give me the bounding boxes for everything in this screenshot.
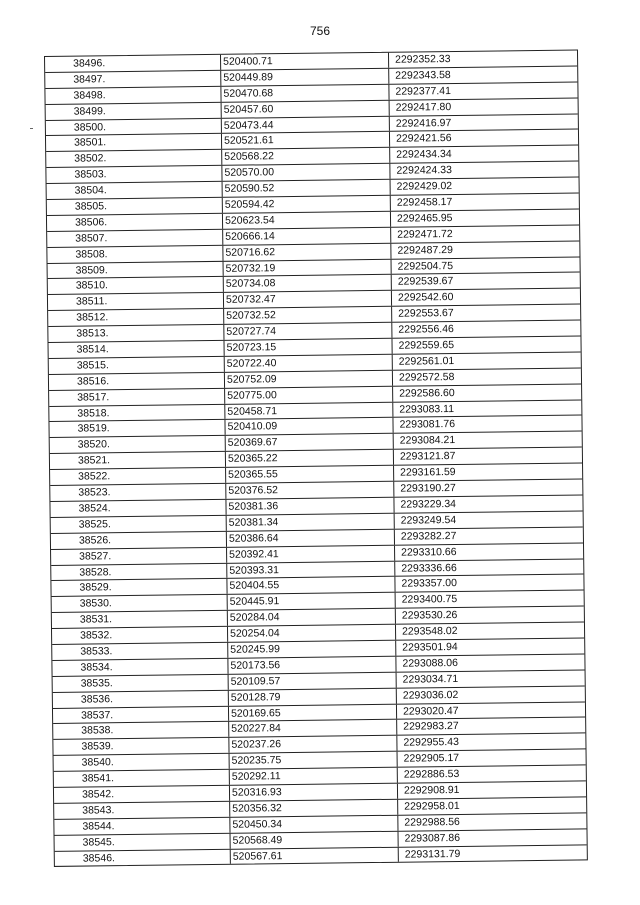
point-id-cell: 38542. xyxy=(54,786,230,803)
x-coordinate-cell: 520369.67 xyxy=(226,434,394,451)
y-coordinate-cell: 2293282.27 xyxy=(400,529,457,543)
x-coordinate-cell: 520775.00 xyxy=(225,386,393,403)
x-coordinate-cell: 520722.40 xyxy=(225,355,393,372)
point-id-cell: 38525. xyxy=(51,516,227,533)
x-coordinate-cell: 520365.22 xyxy=(226,450,394,467)
x-coordinate-cell: 520567.61 xyxy=(231,847,399,864)
x-coordinate-cell: 520292.11 xyxy=(230,768,398,785)
point-id-cell: 38516. xyxy=(49,373,225,390)
x-coordinate-cell: 520356.32 xyxy=(230,800,398,817)
point-id-cell: 38496. xyxy=(45,55,221,72)
y-coordinate-cell: 2293088.06 xyxy=(402,656,459,670)
coordinates-table xyxy=(44,49,588,867)
point-id-cell: 38530. xyxy=(52,595,228,612)
y-coordinate-cell: 2292556.46 xyxy=(398,323,454,336)
y-coordinate-cell: 2293081.76 xyxy=(399,418,456,432)
x-coordinate-cell: 520404.55 xyxy=(227,577,395,594)
point-id-cell: 38512. xyxy=(48,309,224,326)
y-coordinate-cell: 2292559.65 xyxy=(398,339,455,352)
y-coordinate-cell: 2292988.56 xyxy=(404,815,460,829)
y-coordinate-cell: 2293501.94 xyxy=(402,640,458,654)
point-id-cell: 38537. xyxy=(53,706,229,723)
point-id-cell: 38532. xyxy=(52,627,228,644)
x-coordinate-cell: 520376.52 xyxy=(226,482,394,499)
y-coordinate-cell: 2292458.17 xyxy=(396,196,453,209)
y-coordinate-cell: 2292905.17 xyxy=(403,752,460,765)
y-coordinate-cell: 2292343.58 xyxy=(395,68,451,82)
point-id-cell: 38501. xyxy=(46,134,222,151)
y-coordinate-cell: 2293548.02 xyxy=(401,625,458,638)
point-id-cell: 38514. xyxy=(49,341,225,358)
x-coordinate-cell: 520365.55 xyxy=(226,466,394,483)
x-coordinate-cell: 520732.52 xyxy=(224,307,392,324)
point-id-cell: 38535. xyxy=(53,675,229,692)
y-coordinate-cell: 2292572.58 xyxy=(398,370,455,384)
y-coordinate-cell: 2293036.02 xyxy=(402,688,459,702)
point-id-cell: 38498. xyxy=(45,87,221,104)
point-id-cell: 38531. xyxy=(52,611,228,628)
x-coordinate-cell: 520727.74 xyxy=(224,323,392,340)
y-coordinate-cell: 2292487.29 xyxy=(397,243,453,257)
point-id-cell: 38502. xyxy=(46,150,222,167)
y-coordinate-cell: 2292434.34 xyxy=(396,148,452,162)
point-id-cell: 38505. xyxy=(47,198,223,215)
y-coordinate-cell: 2293190.27 xyxy=(400,482,456,495)
y-coordinate-cell: 2292561.01 xyxy=(398,354,455,368)
y-coordinate-cell: 2292504.75 xyxy=(397,259,454,273)
x-coordinate-cell: 520570.00 xyxy=(222,164,390,181)
y-coordinate-cell: 2293161.59 xyxy=(400,466,456,479)
x-coordinate-cell: 520470.68 xyxy=(221,85,389,102)
x-coordinate-cell: 520386.64 xyxy=(227,529,395,546)
point-id-cell: 38497. xyxy=(45,71,221,88)
point-id-cell: 38518. xyxy=(49,404,225,421)
x-coordinate-cell: 520393.31 xyxy=(227,561,395,578)
y-coordinate-cell: 2292377.41 xyxy=(395,84,452,98)
y-coordinate-cell: 2292429.02 xyxy=(396,180,453,193)
x-coordinate-cell: 520128.79 xyxy=(229,688,397,705)
point-id-cell: 38521. xyxy=(50,452,226,469)
x-coordinate-cell: 520449.89 xyxy=(221,69,389,86)
point-id-cell: 38546. xyxy=(55,849,231,866)
y-coordinate-cell: 2293249.54 xyxy=(400,513,457,527)
x-coordinate-cell: 520284.04 xyxy=(228,609,396,626)
point-id-cell: 38520. xyxy=(50,436,226,453)
x-coordinate-cell: 520392.41 xyxy=(227,545,395,562)
y-coordinate-cell: 2292465.95 xyxy=(396,211,453,225)
y-coordinate-cell: 2292958.01 xyxy=(404,799,460,813)
x-coordinate-cell: 520457.60 xyxy=(222,100,390,117)
y-coordinate-cell: 2292886.53 xyxy=(403,768,460,781)
y-coordinate-cell: 2292586.60 xyxy=(399,386,455,400)
x-coordinate-cell: 520445.91 xyxy=(228,593,396,610)
x-coordinate-cell: 520568.22 xyxy=(222,148,390,165)
x-coordinate-cell: 520316.93 xyxy=(230,784,398,801)
point-id-cell: 38523. xyxy=(50,484,226,501)
x-coordinate-cell: 520458.71 xyxy=(225,402,393,419)
x-coordinate-cell: 520450.34 xyxy=(230,815,398,832)
y-coordinate-cell: 2293084.21 xyxy=(399,434,456,448)
y-coordinate-cell: 2293310.66 xyxy=(401,545,457,559)
point-id-cell: 38534. xyxy=(52,659,228,676)
point-id-cell: 38543. xyxy=(54,802,230,819)
y-coordinate-cell: 2292539.67 xyxy=(397,275,454,289)
point-id-cell: 38509. xyxy=(48,261,224,278)
x-coordinate-cell: 520734.08 xyxy=(224,275,392,292)
point-id-cell: 38500. xyxy=(46,118,222,135)
x-coordinate-cell: 520716.62 xyxy=(223,243,391,260)
x-coordinate-cell: 520732.47 xyxy=(224,291,392,308)
x-coordinate-cell: 520235.75 xyxy=(230,752,398,769)
x-coordinate-cell: 520109.57 xyxy=(229,672,397,689)
x-coordinate-cell: 520400.71 xyxy=(221,53,389,70)
x-coordinate-cell: 520227.84 xyxy=(229,720,397,737)
point-id-cell: 38503. xyxy=(46,166,222,183)
point-id-cell: 38506. xyxy=(47,214,223,231)
point-id-cell: 38511. xyxy=(48,293,224,310)
point-id-cell: 38517. xyxy=(49,389,225,406)
y-coordinate-cell: 2293229.34 xyxy=(400,497,457,511)
y-coordinate-cell: 2293121.87 xyxy=(399,450,456,463)
x-coordinate-cell: 520568.49 xyxy=(231,831,399,848)
y-coordinate-cell: 2292553.67 xyxy=(398,307,454,320)
point-id-cell: 38522. xyxy=(50,468,226,485)
point-id-cell: 38524. xyxy=(50,500,226,517)
page-number: 756 xyxy=(309,24,331,38)
x-coordinate-cell: 520173.56 xyxy=(228,657,396,674)
point-id-cell: 38510. xyxy=(48,277,224,294)
scan-mark xyxy=(30,128,33,129)
x-coordinate-cell: 520237.26 xyxy=(229,736,397,753)
y-coordinate-cell: 2293131.79 xyxy=(404,847,461,861)
point-id-cell: 38541. xyxy=(54,770,230,787)
x-coordinate-cell: 520666.14 xyxy=(223,228,391,245)
x-coordinate-cell: 520169.65 xyxy=(229,704,397,721)
y-coordinate-cell: 2292421.56 xyxy=(395,132,452,146)
y-coordinate-cell: 2292542.60 xyxy=(397,291,454,305)
y-coordinate-cell: 2293530.26 xyxy=(401,609,458,622)
point-id-cell: 38513. xyxy=(48,325,224,342)
y-coordinate-cell: 2292417.80 xyxy=(395,100,452,114)
y-coordinate-cell: 2293034.71 xyxy=(402,672,459,686)
point-id-cell: 38529. xyxy=(51,579,227,596)
y-coordinate-cell: 2292983.27 xyxy=(403,720,459,734)
y-coordinate-cell: 2293020.47 xyxy=(402,704,459,718)
x-coordinate-cell: 520723.15 xyxy=(224,339,392,356)
point-id-cell: 38526. xyxy=(51,532,227,549)
point-id-cell: 38515. xyxy=(49,357,225,374)
point-id-cell: 38545. xyxy=(55,833,231,850)
point-id-cell: 38540. xyxy=(54,754,230,771)
x-coordinate-cell: 520381.34 xyxy=(227,514,395,531)
point-id-cell: 38499. xyxy=(46,103,222,120)
y-coordinate-cell: 2293400.75 xyxy=(401,593,458,606)
y-coordinate-cell: 2293357.00 xyxy=(401,577,458,591)
point-id-cell: 38544. xyxy=(54,818,230,835)
point-id-cell: 38519. xyxy=(49,420,225,437)
point-id-cell: 38533. xyxy=(52,643,228,660)
y-coordinate-cell: 2292955.43 xyxy=(403,736,459,749)
point-id-cell: 38538. xyxy=(53,722,229,739)
x-coordinate-cell: 520590.52 xyxy=(223,180,391,197)
point-id-cell: 38539. xyxy=(53,738,229,755)
y-coordinate-cell: 2293087.86 xyxy=(404,831,461,845)
x-coordinate-cell: 520732.19 xyxy=(224,259,392,276)
point-id-cell: 38527. xyxy=(51,547,227,564)
x-coordinate-cell: 520254.04 xyxy=(228,625,396,642)
point-id-cell: 38507. xyxy=(47,230,223,247)
x-coordinate-cell: 520473.44 xyxy=(222,116,390,133)
point-id-cell: 38504. xyxy=(47,182,223,199)
y-coordinate-cell: 2292471.72 xyxy=(397,227,453,241)
y-coordinate-cell: 2292352.33 xyxy=(394,53,451,66)
x-coordinate-cell: 520521.61 xyxy=(222,132,390,149)
x-coordinate-cell: 520623.54 xyxy=(223,212,391,229)
x-coordinate-cell: 520594.42 xyxy=(223,196,391,213)
x-coordinate-cell: 520245.99 xyxy=(228,641,396,658)
point-id-cell: 38528. xyxy=(51,563,227,580)
point-id-cell: 38536. xyxy=(53,690,229,707)
y-coordinate-cell: 2292424.33 xyxy=(396,164,452,177)
y-coordinate-cell: 2292908.91 xyxy=(403,783,460,797)
y-coordinate-cell: 2292416.97 xyxy=(395,116,452,130)
x-coordinate-cell: 520752.09 xyxy=(225,371,393,388)
x-coordinate-cell: 520410.09 xyxy=(225,418,393,435)
y-coordinate-cell: 2293083.11 xyxy=(399,402,455,416)
y-coordinate-cell: 2293336.66 xyxy=(401,561,457,575)
point-id-cell: 38508. xyxy=(47,246,223,263)
x-coordinate-cell: 520381.36 xyxy=(226,498,394,515)
